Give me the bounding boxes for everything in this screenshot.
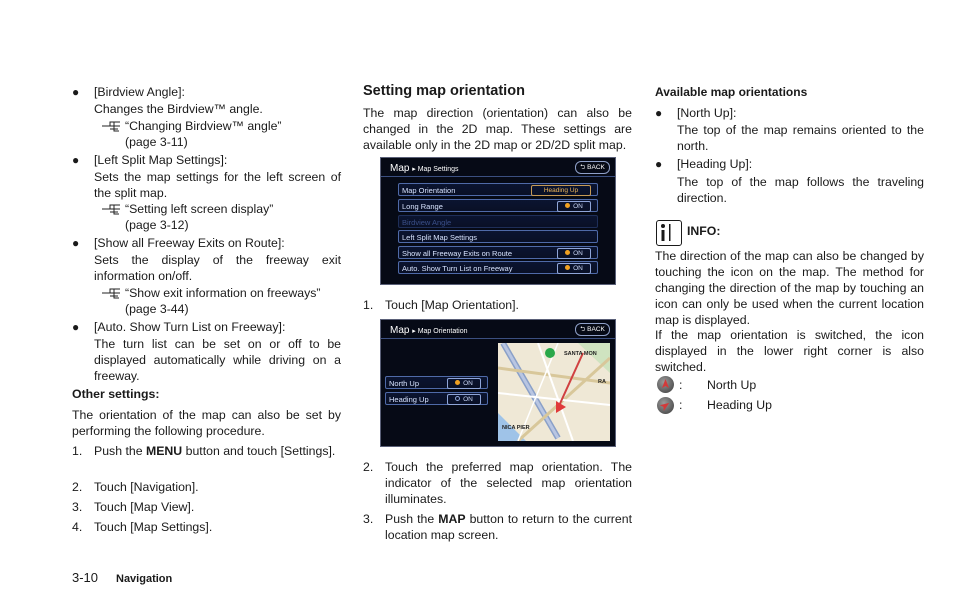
item-text: Sets the display of the freeway exit information on/off. [94, 253, 341, 283]
reference-page: (page 3-12) [125, 218, 189, 232]
info-icon [656, 220, 682, 246]
heading-up-icon [657, 397, 674, 414]
step-text: Touch the preferred map orientation. The indicator of the selected map orientation illuminates. [385, 460, 632, 506]
item-text: The turn list can be set on or off to be displayed automatically while driving on a freeway. [94, 337, 341, 383]
row-left-split-map[interactable]: Left Split Map Settings [398, 230, 598, 243]
step-text: Push the MENU button and touch [Settings]. [94, 444, 336, 458]
item-label: [Show all Freeway Exits on Route]: [94, 236, 285, 250]
item-label: [North Up]: [677, 106, 737, 120]
step-text: Touch [Navigation]. [94, 480, 199, 494]
bullet: ● [655, 106, 663, 120]
step-number: 2. [72, 480, 83, 494]
icon-colon: : [679, 378, 683, 392]
reference-title: “Changing Birdview™ angle” [125, 119, 282, 133]
paragraph: The orientation of the map can also be set by performing the following procedure. [72, 408, 341, 438]
row-long-range[interactable]: Long Range ON [398, 199, 598, 212]
section-heading: Other settings: [72, 387, 160, 401]
page-number: 3-10 [72, 570, 99, 585]
item-label: [Auto. Show Turn List on Freeway]: [94, 320, 286, 334]
info-paragraph: If the map orientation is switched, the icon displayed in the lower right corner is also switched. [655, 328, 924, 374]
map-label: SANTA MON [564, 351, 597, 357]
step-number: 4. [72, 520, 83, 534]
icon-colon: : [679, 398, 683, 412]
row-birdview-angle: Birdview Angle [398, 215, 598, 228]
map-settings-screenshot [380, 157, 616, 285]
footer-section: Navigation [116, 573, 173, 585]
info-paragraph: The direction of the map can also be changed by touching the icon on the map. The method for changing the direction of the map by touching an icon can only be used when the current location map is displayed. [655, 249, 924, 327]
item-text: The top of the map remains oriented to the north. [677, 123, 924, 153]
hand-pointer-icon [101, 202, 123, 215]
reference-page: (page 3-11) [125, 135, 188, 149]
row-freeway-exits[interactable]: Show all Freeway Exits on Route ON [398, 246, 598, 259]
section-heading: Setting map orientation [363, 83, 525, 99]
row-heading-up[interactable]: Heading Up ON [385, 392, 488, 405]
north-up-icon [657, 376, 674, 393]
icon-label: Heading Up [707, 398, 772, 412]
reference-title: “Setting left screen display” [125, 202, 274, 216]
map-view[interactable] [498, 343, 610, 441]
step-text: Touch [Map Orientation]. [385, 298, 519, 312]
hand-pointer-icon [101, 119, 123, 132]
screen-title: Map ▸ Map Orientation [390, 325, 468, 336]
item-label: [Heading Up]: [677, 157, 753, 171]
bullet: ● [655, 157, 663, 171]
step-text: Push the MAP button to return to the current location map screen. [385, 512, 632, 542]
step-number: 3. [72, 500, 83, 514]
item-text: The top of the map follows the traveling direction. [677, 175, 924, 205]
step-number: 3. [363, 512, 374, 526]
map-label: NICA PIER [502, 425, 530, 431]
paragraph: The map direction (orientation) can also be changed in the 2D map. These settings are available only in the 2D map or 2D/2D split map. [363, 106, 632, 152]
step-number: 2. [363, 460, 374, 474]
step-number: 1. [72, 444, 83, 458]
reference-page: (page 3-44) [125, 302, 189, 316]
step-text: Touch [Map View]. [94, 500, 195, 514]
screen-title: Map ▸ Map Settings [390, 163, 459, 174]
row-north-up[interactable]: North Up ON [385, 376, 488, 389]
row-map-orientation[interactable]: Map Orientation Heading Up [398, 183, 598, 196]
item-label: [Left Split Map Settings]: [94, 153, 228, 167]
item-label: [Birdview Angle]: [94, 85, 185, 99]
back-button[interactable]: ⮌ BACK [575, 161, 610, 174]
map-label: RA [598, 379, 606, 385]
back-button[interactable]: ⮌ BACK [575, 323, 610, 336]
bullet: ● [72, 85, 80, 99]
row-turn-list[interactable]: Auto. Show Turn List on Freeway ON [398, 261, 598, 274]
icon-label: North Up [707, 378, 757, 392]
hand-pointer-icon [101, 286, 123, 299]
bullet: ● [72, 153, 80, 167]
reference-title: “Show exit information on freeways” [125, 286, 321, 300]
item-text: Sets the map settings for the left screen of the split map. [94, 170, 341, 200]
step-text: Touch [Map Settings]. [94, 520, 213, 534]
map-orientation-screenshot [380, 319, 616, 447]
section-heading: Available map orientations [655, 85, 808, 99]
bullet: ● [72, 320, 80, 334]
step-number: 1. [363, 298, 374, 312]
bullet: ● [72, 236, 80, 250]
info-label: INFO: [687, 224, 721, 238]
item-text: Changes the Birdview™ angle. [94, 102, 263, 116]
